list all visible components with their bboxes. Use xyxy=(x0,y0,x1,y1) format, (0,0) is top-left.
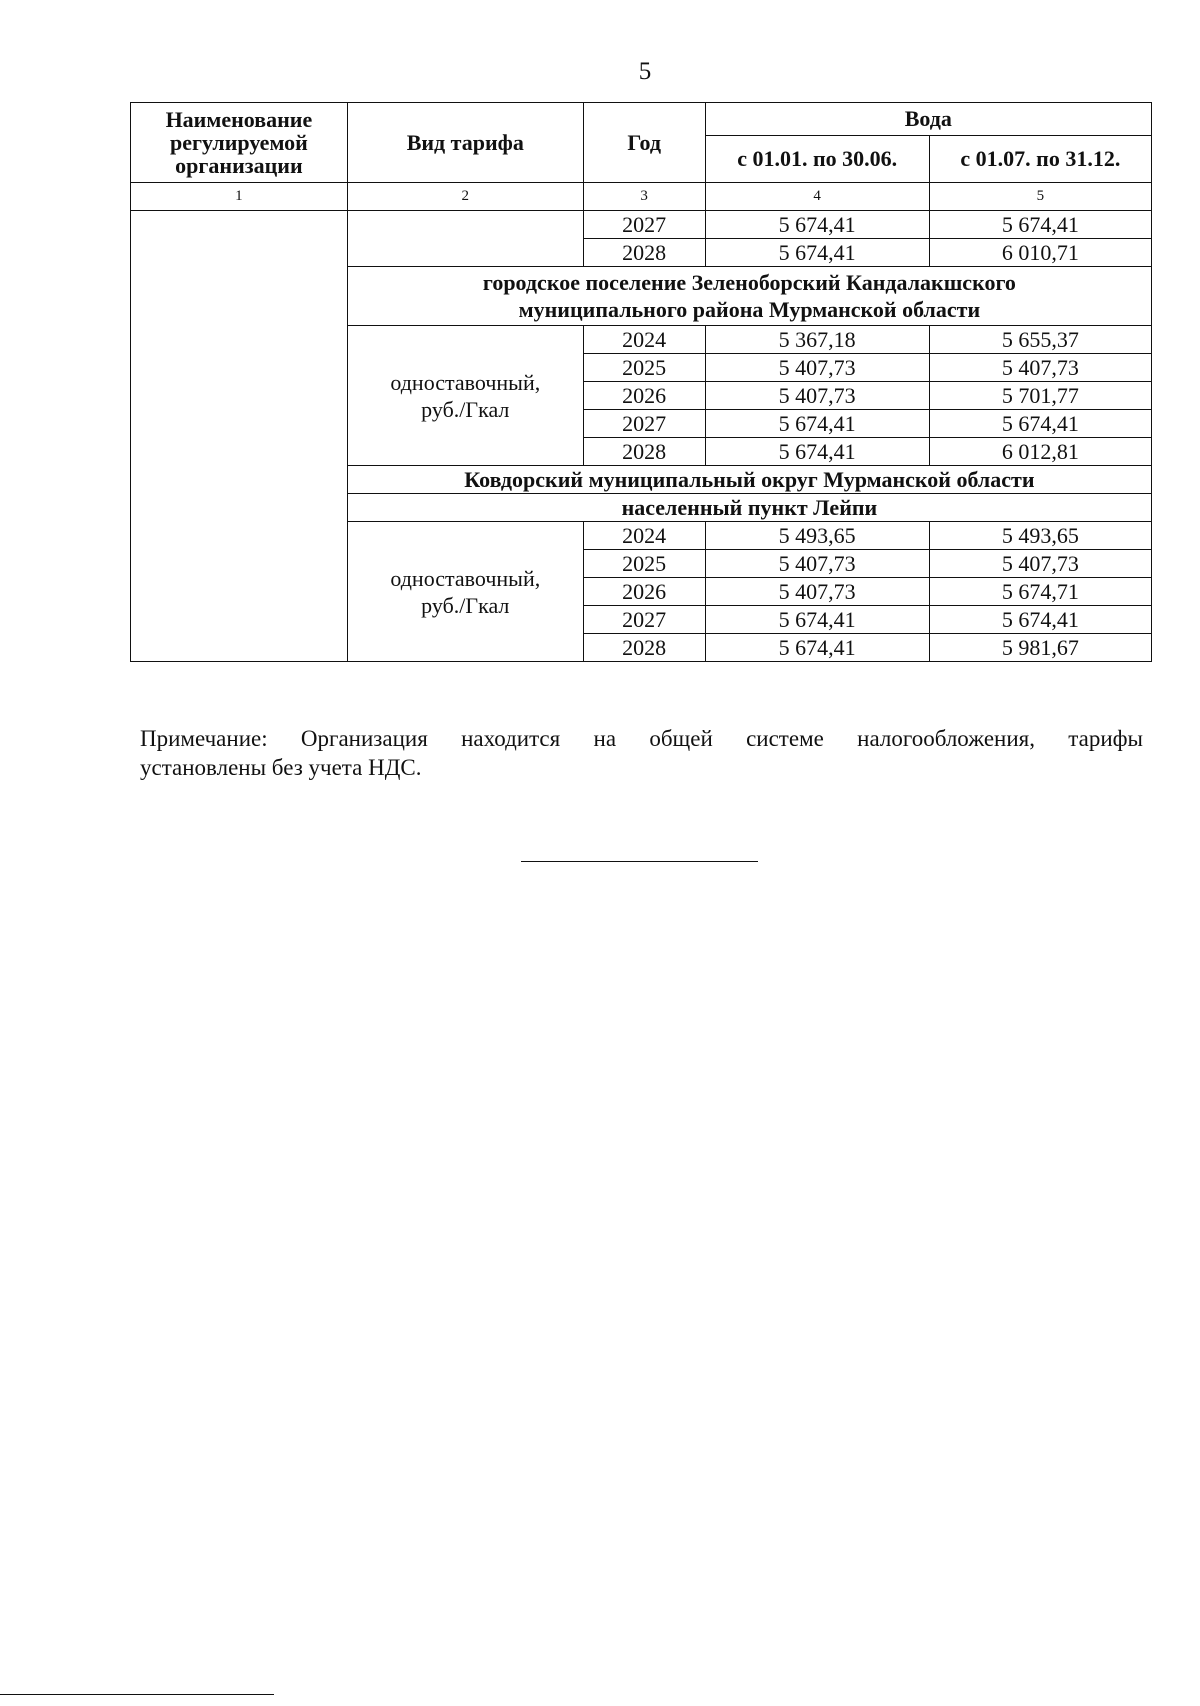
tariff-value-p1: 5 407,73 xyxy=(705,578,929,606)
header-org: Наименование регулируемой организации xyxy=(131,103,348,183)
year-cell: 2027 xyxy=(583,606,705,634)
column-number: 4 xyxy=(705,183,929,211)
closing-rule xyxy=(521,861,758,862)
tariff-value-p1: 5 674,41 xyxy=(705,438,929,466)
tariff-type-cell: одноставочный, руб./Гкал xyxy=(347,522,583,662)
tariff-type-cell xyxy=(347,211,583,267)
header-row xyxy=(131,103,1152,136)
tariff-value-p2: 5 674,41 xyxy=(929,410,1151,438)
tariff-value-p1: 5 367,18 xyxy=(705,326,929,354)
header-tariff-type: Вид тарифа xyxy=(347,103,583,183)
year-cell: 2028 xyxy=(583,239,705,267)
tariff-value-p2: 5 655,37 xyxy=(929,326,1151,354)
tariff-type-cell: одноставочный, руб./Гкал xyxy=(347,326,583,466)
tariff-value-p2: 5 407,73 xyxy=(929,550,1151,578)
year-cell: 2026 xyxy=(583,578,705,606)
year-cell: 2028 xyxy=(583,438,705,466)
tariff-value-p2: 5 674,41 xyxy=(929,211,1151,239)
table-row xyxy=(131,211,1152,239)
section-subtitle: населенный пункт Лейпи xyxy=(347,494,1151,522)
year-cell: 2025 xyxy=(583,550,705,578)
tariff-value-p1: 5 674,41 xyxy=(705,634,929,662)
note-line-1: Примечание: Организация находится на общей системе налогообложения, тарифы xyxy=(140,726,1143,751)
year-cell: 2025 xyxy=(583,354,705,382)
header-period-2: с 01.07. по 31.12. xyxy=(929,136,1151,183)
tariff-value-p2: 6 012,81 xyxy=(929,438,1151,466)
tariff-value-p1: 5 674,41 xyxy=(705,410,929,438)
header-period-1: с 01.01. по 30.06. xyxy=(705,136,929,183)
tariff-value-p2: 5 493,65 xyxy=(929,522,1151,550)
column-number: 1 xyxy=(131,183,348,211)
column-number-row xyxy=(131,183,1152,211)
header-year: Год xyxy=(583,103,705,183)
tariff-value-p2: 5 981,67 xyxy=(929,634,1151,662)
tariff-value-p2: 5 674,71 xyxy=(929,578,1151,606)
year-cell: 2027 xyxy=(583,211,705,239)
column-number: 5 xyxy=(929,183,1151,211)
tariff-value-p2: 5 701,77 xyxy=(929,382,1151,410)
section-title: Ковдорский муниципальный округ Мурманской области xyxy=(347,466,1151,494)
tariff-value-p1: 5 493,65 xyxy=(705,522,929,550)
year-cell: 2024 xyxy=(583,326,705,354)
column-number: 2 xyxy=(347,183,583,211)
tariff-value-p1: 5 674,41 xyxy=(705,211,929,239)
year-cell: 2027 xyxy=(583,410,705,438)
tariff-value-p1: 5 407,73 xyxy=(705,550,929,578)
note-line-2: установлены без учета НДС. xyxy=(140,755,422,780)
year-cell: 2026 xyxy=(583,382,705,410)
note-paragraph xyxy=(140,724,1143,782)
tariff-value-p2: 5 674,41 xyxy=(929,606,1151,634)
tariff-table xyxy=(130,102,1152,662)
footer-rule xyxy=(0,1694,274,1695)
tariff-value-p1: 5 407,73 xyxy=(705,382,929,410)
column-number: 3 xyxy=(583,183,705,211)
tariff-value-p1: 5 407,73 xyxy=(705,354,929,382)
org-name-cell xyxy=(131,211,348,662)
page-number: 5 xyxy=(638,58,652,85)
year-cell: 2028 xyxy=(583,634,705,662)
header-water-group: Вода xyxy=(705,103,1151,136)
tariff-value-p2: 5 407,73 xyxy=(929,354,1151,382)
tariff-value-p2: 6 010,71 xyxy=(929,239,1151,267)
tariff-value-p1: 5 674,41 xyxy=(705,606,929,634)
tariff-value-p1: 5 674,41 xyxy=(705,239,929,267)
year-cell: 2024 xyxy=(583,522,705,550)
section-title: городское поселение Зеленоборский Кандалакшского муниципального района Мурманской области xyxy=(347,267,1151,326)
